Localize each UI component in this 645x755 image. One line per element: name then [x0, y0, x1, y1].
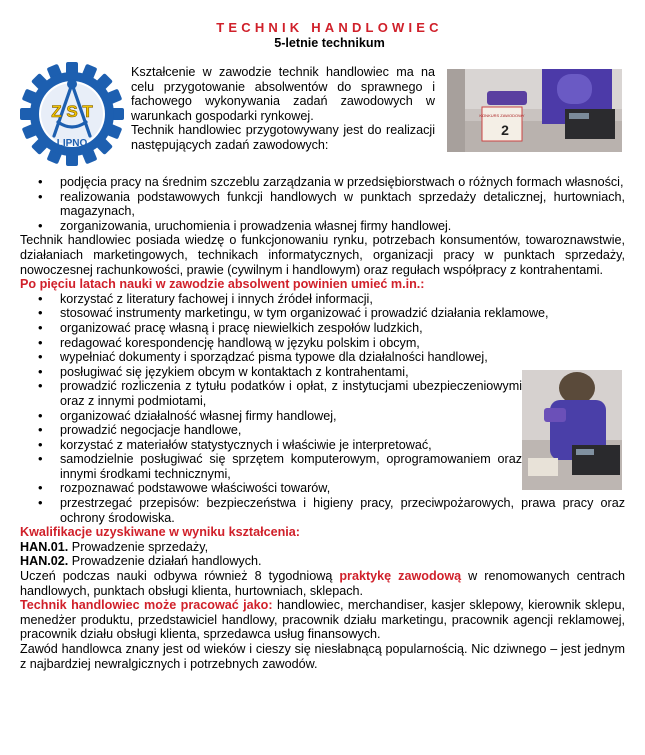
- intro-text: [131, 65, 435, 153]
- logo-letters: Z S T: [51, 102, 93, 121]
- practice-text-after: w renomowanych centrach handlowych, punktach obsługi klienta, hurtowniach, sklepach.: [20, 569, 625, 598]
- school-logo: [20, 62, 124, 166]
- list-item: • realizowania podstawowych funkcji handlowych w punktach sprzedaży detalicznej, hurtowniach, magazynach,: [20, 190, 625, 219]
- qualification-code: HAN.01.: [20, 539, 69, 554]
- jobs-text: handlowiec, merchandiser, kasjer sklepowy, kierownik sklepu, menedżer produktu, przedstawiciel handlowy, pracownik działu marketingu, pracownik agencji reklamowej, pracownik działu obsługi klienta, sprzedawca usług finansowych.: [20, 598, 625, 642]
- logo-place: LIPNO: [56, 138, 88, 149]
- list-item: • korzystać z literatury fachowej i innych źródeł informacji,: [20, 292, 625, 307]
- list-item: • prowadzić rozliczenia z tytułu podatków i opłat, z instytucjami ubezpieczeniowymi oraz z innymi podmiotami,: [20, 379, 625, 408]
- closing-paragraph: Zawód handlowca znany jest od wieków i cieszy się niesłabnącą popularnością. Nic dziwnego – jest jednym z najbardziej newralgicznych i potrzebnych zawodów.: [20, 642, 625, 671]
- practice-paragraph: [20, 569, 625, 598]
- list-item: • prowadzić negocjacje handlowe,: [20, 423, 625, 438]
- list-item: • korzystać z materiałów statystycznych i właściwie je interpretować,: [20, 438, 625, 453]
- qualification-code: HAN.02.: [20, 554, 69, 569]
- list-item: • przestrzegać przepisów: bezpieczeństwa i higieny pracy, przeciwpożarowych, prawa pracy oraz ochrony środowiska.: [20, 496, 625, 525]
- document-page: [20, 20, 625, 671]
- list-item: • stosować instrumenty marketingu, w tym organizować i prowadzić działania reklamowe,: [20, 306, 625, 321]
- qualification-item: [20, 554, 625, 569]
- qualifications-heading: Kwalifikacje uzyskiwane w wyniku kształcenia:: [20, 525, 300, 540]
- list-item: • redagować korespondencję handlową w języku polskim i obcym,: [20, 336, 625, 351]
- intro-paragraph-2: Technik handlowiec przygotowywany jest do realizacji następujących zadań zawodowych:: [131, 123, 435, 152]
- qualification-name: Prowadzenie działań handlowych.: [68, 554, 262, 569]
- practice-text-before: Uczeń podczas nauki odbywa również 8 tygodniową: [20, 569, 340, 584]
- photo-competition: [447, 69, 622, 152]
- photo1-sign-number: 2: [501, 122, 509, 138]
- list-item: • rozpoznawać podstawowe właściwości towarów,: [20, 481, 625, 496]
- intro-paragraph-1: Kształcenie w zawodzie technik handlowiec ma na celu przygotowanie absolwentów do sprawnego i fachowego wykonywania zadań zawodowych w warunkach gospodarki rynkowej.: [131, 65, 435, 123]
- jobs-paragraph: [20, 598, 625, 642]
- skills-section: [20, 292, 625, 526]
- qualification-item: [20, 540, 625, 555]
- tasks-list: [20, 175, 625, 233]
- knowledge-paragraph: Technik handlowiec posiada wiedzę o funkcjonowaniu rynku, potrzebach konsumentów, towaroznawstwie, działaniach marketingowych, technikach informatycznych, organizacji pracy w punktach sprzedaży, nowoczesnej rachunkowości, prawie (cywilnym i handlowym) oraz regułach współpracy z kontrahentami.: [20, 233, 625, 277]
- list-item: • wypełniać dokumenty i sporządzać pisma typowe dla działalności handlowej,: [20, 350, 625, 365]
- list-item: • organizować pracę własną i pracę niewielkich zespołów ludzkich,: [20, 321, 625, 336]
- list-item: • zorganizowania, uruchomienia i prowadzenia własnej firmy handlowej.: [20, 219, 625, 234]
- list-item: • podjęcia pracy na średnim szczeblu zarządzania w przedsiębiorstwach o różnych formach własności,: [20, 175, 625, 190]
- skills-heading: Po pięciu latach nauki w zawodzie absolwent powinien umieć m.in.:: [20, 277, 425, 292]
- photo-scanner: [522, 370, 622, 490]
- list-item: • samodzielnie posługiwać się sprzętem komputerowym, oprogramowaniem oraz innymi środkami technicznymi,: [20, 452, 625, 481]
- list-item: • organizować działalność własnej firmy handlowej,: [20, 409, 625, 424]
- list-item: • posługiwać się językiem obcym w kontaktach z kontrahentami,: [20, 365, 625, 380]
- page-title: TECHNIK HANDLOWIEC: [216, 20, 443, 35]
- practice-highlight: praktykę zawodową: [339, 569, 462, 584]
- intro-section: [20, 65, 625, 183]
- jobs-heading: Technik handlowiec może pracować jako:: [20, 598, 273, 613]
- qualification-name: Prowadzenie sprzedaży,: [68, 539, 209, 554]
- page-subtitle: 5-letnie technikum: [274, 36, 385, 50]
- photo1-card-text: KONKURS ZAWODOWY: [479, 113, 525, 118]
